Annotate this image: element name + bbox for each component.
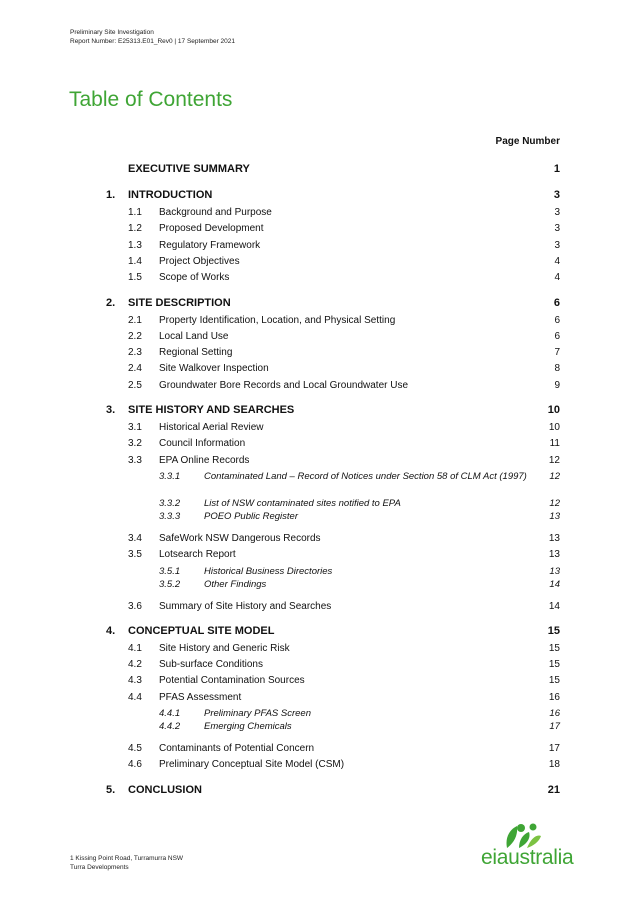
toc-page-number: 10	[548, 422, 560, 433]
toc-subsection-row[interactable]	[106, 255, 560, 269]
toc-entry-title: Summary of Site History and Searches	[159, 600, 332, 612]
toc-page-number: 9	[554, 379, 560, 391]
header-report-number: Report Number: E25313.E01_Rev0 | 17 September 2021	[70, 38, 236, 45]
toc-page-number: 15	[548, 659, 560, 671]
toc-subsubsection-row[interactable]	[106, 470, 560, 496]
toc-entry-title: SITE HISTORY AND SEARCHES	[128, 404, 295, 416]
toc-subsection-row[interactable]	[106, 548, 560, 562]
toc-entry-title: Emerging Chemicals	[204, 721, 292, 732]
toc-page-number: 13	[548, 532, 560, 544]
toc-number: 4.2	[128, 659, 142, 671]
toc-subsection-row[interactable]	[106, 642, 560, 656]
toc-entry-title: POEO Public Register	[204, 510, 298, 522]
toc-page-number: 6	[553, 296, 560, 309]
toc-entry-title: Groundwater Bore Records and Local Groundwater Use	[159, 379, 409, 391]
footer-client: Turra Developments	[70, 864, 129, 871]
toc-page-number: 6	[554, 330, 560, 342]
toc-entry-title: Proposed Development	[159, 223, 264, 235]
logo-wordmark: eiaustralia	[481, 846, 574, 869]
toc-number: 5.	[106, 783, 116, 796]
toc-entry-title: SITE DESCRIPTION	[128, 296, 231, 309]
toc-number: 1.1	[128, 207, 142, 218]
toc-number: 4.5	[128, 743, 142, 754]
toc-number: 2.5	[128, 379, 142, 391]
toc-entry-title: PFAS Assessment	[159, 691, 242, 703]
toc-entry-title: CONCEPTUAL SITE MODEL	[128, 624, 275, 637]
toc-subsection-row[interactable]	[106, 362, 560, 376]
toc-subsection-row[interactable]	[106, 379, 560, 393]
toc-page-number: 15	[548, 675, 560, 687]
toc-entry-title: Background and Purpose	[159, 207, 272, 218]
toc-section-row[interactable]	[106, 162, 560, 176]
toc-entry-title: EPA Online Records	[159, 454, 250, 466]
toc-entry-title: Historical Aerial Review	[159, 422, 264, 433]
toc-page-number: 17	[548, 743, 560, 754]
toc-number: 3.3.3	[159, 510, 181, 522]
toc-number: 1.	[106, 189, 116, 201]
leaf-figures-icon	[501, 822, 543, 848]
toc-number: 4.3	[128, 675, 142, 687]
header-report-title: Preliminary Site Investigation	[70, 29, 154, 36]
toc-number: 1.4	[128, 255, 142, 267]
toc-number: 2.3	[128, 347, 142, 359]
toc-page-number: 14	[548, 600, 560, 612]
toc-subsection-row[interactable]	[106, 658, 560, 672]
toc-subsubsection-row[interactable]	[106, 510, 560, 524]
toc-number: 3.2	[128, 438, 142, 450]
toc-section-row[interactable]	[106, 624, 560, 638]
toc-entry-title: Sub-surface Conditions	[159, 659, 263, 671]
toc-number: 4.6	[128, 759, 142, 771]
toc-page-number: 4	[554, 272, 560, 284]
toc-page-number: 14	[549, 578, 560, 590]
toc-page-number: 16	[548, 691, 560, 703]
toc-entry-title: INTRODUCTION	[128, 189, 213, 201]
toc-subsubsection-row[interactable]	[106, 565, 560, 579]
toc-page-number: 16	[549, 708, 560, 719]
toc-subsection-row[interactable]	[106, 600, 560, 614]
toc-number: 3.3	[128, 454, 142, 466]
toc-subsubsection-row[interactable]	[106, 720, 560, 734]
toc-page-number: 13	[549, 565, 560, 577]
toc-subsection-row[interactable]	[106, 222, 560, 236]
toc-page-number: 12	[548, 454, 560, 466]
toc-page-number: 10	[547, 404, 560, 416]
toc-subsection-row[interactable]	[106, 437, 560, 451]
toc-number: 1.5	[128, 272, 142, 284]
toc-entry-title: Regional Setting	[159, 347, 233, 359]
toc-number: 2.2	[128, 330, 142, 342]
toc-entry-title: Contaminated Land – Record of Notices under Section 58 of CLM Act (1997)	[204, 470, 527, 482]
toc-subsection-row[interactable]	[106, 330, 560, 344]
toc-number: 4.	[106, 624, 116, 637]
toc-page-number: 3	[554, 223, 560, 235]
toc-page-number: 15	[547, 624, 560, 637]
toc-page-number: 18	[548, 759, 560, 771]
toc-number: 3.6	[128, 600, 142, 612]
toc-number: 3.5	[128, 549, 142, 561]
toc-page-number: 6	[554, 314, 560, 326]
toc-page-number: 12	[549, 497, 560, 509]
toc-section-row[interactable]	[106, 783, 560, 797]
toc-entry-title: Other Findings	[204, 578, 267, 590]
toc-subsubsection-row[interactable]	[106, 707, 560, 721]
toc-number: 2.	[106, 296, 116, 309]
toc-page-number: 11	[549, 438, 560, 450]
toc-subsubsection-row[interactable]	[106, 497, 560, 511]
footer-address: 1 Kissing Point Road, Turramurra NSW	[70, 855, 184, 862]
toc-number: 1.2	[128, 223, 142, 235]
toc-subsection-row[interactable]	[106, 271, 560, 285]
toc-entry-title: SafeWork NSW Dangerous Records	[159, 532, 321, 544]
toc-number: 2.1	[128, 314, 142, 326]
toc-entry-title: Scope of Works	[159, 272, 230, 284]
toc-entry-title: List of NSW contaminated sites notified to EPA	[204, 497, 401, 509]
company-logo	[481, 822, 581, 872]
toc-subsection-row[interactable]	[106, 674, 560, 688]
page-number-heading: Page Number	[495, 136, 560, 147]
toc-page-number: 1	[553, 163, 560, 175]
toc-entry-title: Contaminants of Potential Concern	[159, 743, 315, 754]
toc-number: 1.3	[128, 239, 142, 251]
toc-number: 2.4	[128, 363, 142, 375]
toc-page-number: 3	[553, 189, 560, 201]
toc-number: 3.	[106, 404, 116, 416]
toc-subsubsection-row[interactable]	[106, 578, 560, 592]
toc-section-row[interactable]	[106, 296, 560, 310]
toc-entry-title: Potential Contamination Sources	[159, 675, 305, 687]
toc-number: 3.3.2	[159, 497, 181, 509]
page-header	[70, 28, 235, 46]
toc-subsection-row[interactable]	[106, 421, 560, 435]
toc-page-number: 15	[548, 642, 560, 654]
toc-subsection-row[interactable]	[106, 742, 560, 756]
toc-section-row[interactable]	[106, 403, 560, 417]
toc-page-number: 7	[554, 347, 560, 359]
toc-entry-title: Site Walkover Inspection	[159, 363, 269, 375]
toc-entry-title: Local Land Use	[159, 330, 229, 342]
toc-subsection-row[interactable]	[106, 346, 560, 360]
toc-subsection-row[interactable]	[106, 454, 560, 468]
toc-entry-title: Regulatory Framework	[159, 239, 261, 251]
page-footer	[70, 854, 183, 872]
toc-entry-title: EXECUTIVE SUMMARY	[128, 163, 250, 175]
toc-number: 4.4.1	[159, 708, 181, 719]
toc-subsection-row[interactable]	[106, 239, 560, 253]
toc-subsection-row[interactable]	[106, 758, 560, 772]
toc-number: 3.5.1	[159, 565, 181, 577]
toc-page-number: 17	[549, 721, 560, 732]
toc-entry-title: Site History and Generic Risk	[159, 642, 290, 654]
toc-page-number: 21	[547, 783, 560, 796]
toc-number: 4.1	[128, 642, 142, 654]
toc-subsection-row[interactable]	[106, 691, 560, 705]
toc-number: 3.3.1	[159, 470, 181, 482]
toc-section-row[interactable]	[106, 188, 560, 202]
toc-page-number: 8	[554, 363, 560, 375]
toc-number: 3.5.2	[159, 578, 181, 590]
toc-page-number: 3	[554, 239, 560, 251]
toc-number: 3.4	[128, 532, 142, 544]
toc-page-number: 12	[549, 470, 560, 482]
toc-entry-title: Preliminary PFAS Screen	[204, 708, 311, 719]
toc-entry-title: Lotsearch Report	[159, 549, 236, 561]
toc-entry-title: Property Identification, Location, and Physical Setting	[159, 314, 396, 326]
toc-number: 3.1	[128, 422, 142, 433]
toc-number: 4.4	[128, 691, 142, 703]
toc-subsection-row[interactable]	[106, 532, 560, 546]
toc-number: 4.4.2	[159, 721, 181, 732]
toc-page-number: 13	[548, 549, 560, 561]
toc-page-number: 4	[554, 255, 560, 267]
toc-entry-title: CONCLUSION	[128, 783, 202, 796]
toc-page-number: 13	[549, 510, 560, 522]
toc-subsection-row[interactable]	[106, 314, 560, 328]
toc-entry-title: Preliminary Conceptual Site Model (CSM)	[159, 759, 345, 771]
toc-subsection-row[interactable]	[106, 206, 560, 220]
toc-entry-title: Council Information	[159, 438, 246, 450]
toc-page-number: 3	[554, 207, 560, 218]
page-title: Table of Contents	[69, 88, 233, 111]
toc-entry-title: Historical Business Directories	[204, 565, 333, 577]
toc-entry-title: Project Objectives	[159, 255, 240, 267]
